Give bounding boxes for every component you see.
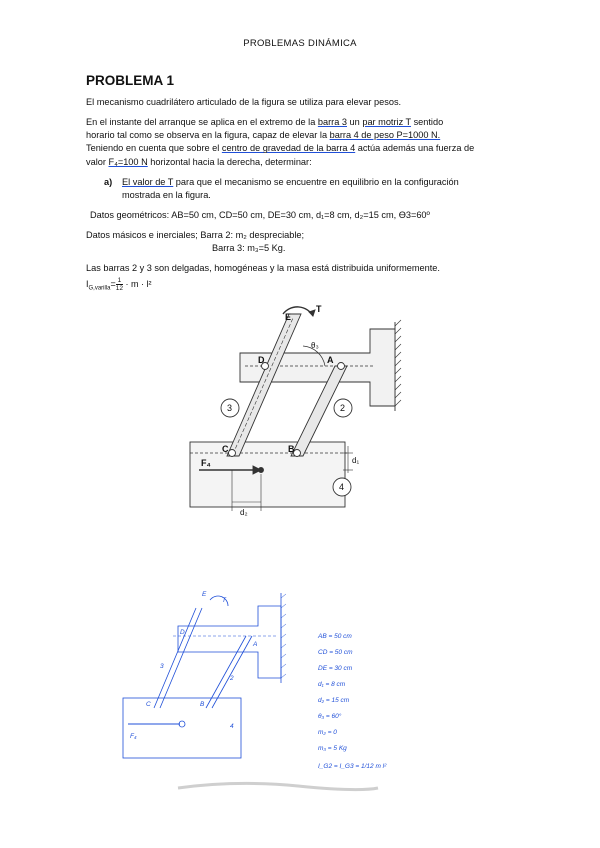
stmt-text: actúa además una fuerza de — [355, 143, 475, 154]
sketch-bar-3 — [154, 608, 196, 708]
geometric-data: Datos geométricos: AB=50 cm, CD=50 cm, DE=30 cm, d₁=8 cm, d₂=15 cm, Ɵ3=60º — [90, 210, 430, 220]
problem-statement — [86, 116, 516, 169]
question-text: para que el mecanismo se encuentre en equilibrio en la configuración — [173, 177, 459, 187]
fig-label-t: T — [316, 304, 322, 314]
sketch-bar-2 — [206, 636, 246, 708]
joint-b — [294, 450, 301, 457]
bar-3 — [227, 314, 301, 456]
sketch-note: CD = 50 cm — [318, 649, 353, 656]
sketch-support — [178, 606, 281, 678]
fig-label-f4: F₄ — [201, 458, 211, 468]
underlined-barra3: barra 3 — [317, 117, 347, 127]
joint-a — [338, 363, 345, 370]
stmt-text: valor — [86, 156, 109, 167]
inertia-numerator: 1 — [117, 277, 122, 284]
underlined-f4: F₄=100 N — [108, 156, 148, 167]
sketch-label-4: 4 — [230, 723, 234, 730]
fig-label-d1: d₁ — [352, 456, 360, 465]
mechanism-figure — [185, 296, 415, 522]
fig-label-4: 4 — [339, 482, 345, 492]
page-header: PROBLEMAS DINÁMICA — [243, 38, 357, 49]
fig-label-c: C — [222, 444, 229, 454]
problem-title: PROBLEMA 1 — [86, 73, 175, 88]
stmt-text: un — [347, 117, 363, 127]
sketch-label-2: 2 — [230, 675, 234, 682]
sketch-note: m₃ = 5 Kg — [318, 745, 347, 752]
stmt-text: Teniendo en cuenta que sobre el — [86, 143, 222, 154]
stmt-text: horizontal hacia la derecha, determinar: — [147, 156, 312, 167]
intro-text: El mecanismo cuadrilátero articulado de la figura se utiliza para elevar pesos. — [86, 97, 402, 107]
sketch-note: DE = 30 cm — [318, 665, 353, 672]
underlined-par-motriz: par motriz T — [362, 117, 412, 127]
handwritten-sketch — [118, 588, 418, 808]
joint-c — [229, 450, 236, 457]
sketch-note: θ₃ = 60° — [318, 713, 342, 720]
inertia-formula — [86, 277, 152, 292]
sketch-label-a: A — [253, 641, 258, 648]
sketch-block — [123, 698, 241, 758]
bars-description: Las barras 2 y 3 son delgadas, homogéneas y la masa está distribuida uniformemente. — [86, 263, 440, 273]
fig-label-d: D — [258, 355, 265, 365]
fig-label-a: A — [327, 355, 334, 365]
sketch-note: m₂ = 0 — [318, 729, 337, 736]
fig-label-theta: θ₃ — [311, 341, 319, 350]
stmt-text: En el instante del arranque se aplica en el extremo de la — [86, 117, 318, 127]
sketch-label-d: D — [180, 629, 185, 636]
sketch-label-b: B — [200, 701, 205, 708]
sketch-note: d₂ = 15 cm — [318, 697, 350, 704]
fig-label-e: E — [285, 312, 292, 322]
fig-label-d2: d₂ — [240, 508, 248, 517]
sketch-label-f4: F₄ — [130, 733, 137, 740]
sketch-label-c: C — [146, 701, 151, 708]
sketch-label-t: T — [222, 597, 226, 604]
sketch-note: I_G2 = I_G3 = 1/12 m l² — [318, 763, 387, 770]
faint-scribble — [178, 783, 378, 789]
sketch-label-e: E — [202, 591, 207, 598]
inertia-subscript: G,varilla — [88, 285, 111, 292]
center-of-gravity-4 — [259, 468, 264, 473]
block-4 — [190, 442, 345, 507]
fig-label-3: 3 — [227, 403, 233, 413]
sketch-label-3: 3 — [160, 663, 164, 670]
question-text-cont: mostrada en la figura. — [122, 190, 211, 201]
question-a — [104, 176, 514, 202]
sketch-note: d₁ = 8 cm — [318, 681, 346, 688]
inertia-lhs: I — [86, 278, 89, 289]
question-label: a) — [104, 177, 113, 187]
underlined-barra4: barra 4 de peso P=1000 N. — [329, 130, 441, 141]
fig-label-2: 2 — [340, 403, 346, 413]
inertia-denominator: 12 — [115, 285, 124, 292]
inertia-eq: = — [110, 278, 116, 289]
underlined-valor-t: El valor de T — [122, 177, 174, 187]
wall-hatching — [395, 320, 401, 406]
stmt-text: horario tal como se observa en la figura, capaz de elevar la — [86, 130, 330, 141]
sketch-note: AB = 50 cm — [318, 633, 352, 640]
inertia-rhs: · m · l² — [125, 278, 152, 289]
mass-data-line1: Datos másicos e inerciales; Barra 2: m₂ despreciable; — [86, 230, 305, 240]
mass-data-line2: Barra 3: m₃=5 Kg. — [212, 243, 286, 253]
stmt-text: sentido — [411, 117, 444, 127]
underlined-centro-gravedad: centro de gravedad de la barra 4 — [221, 143, 356, 154]
fig-label-b: B — [288, 444, 295, 454]
